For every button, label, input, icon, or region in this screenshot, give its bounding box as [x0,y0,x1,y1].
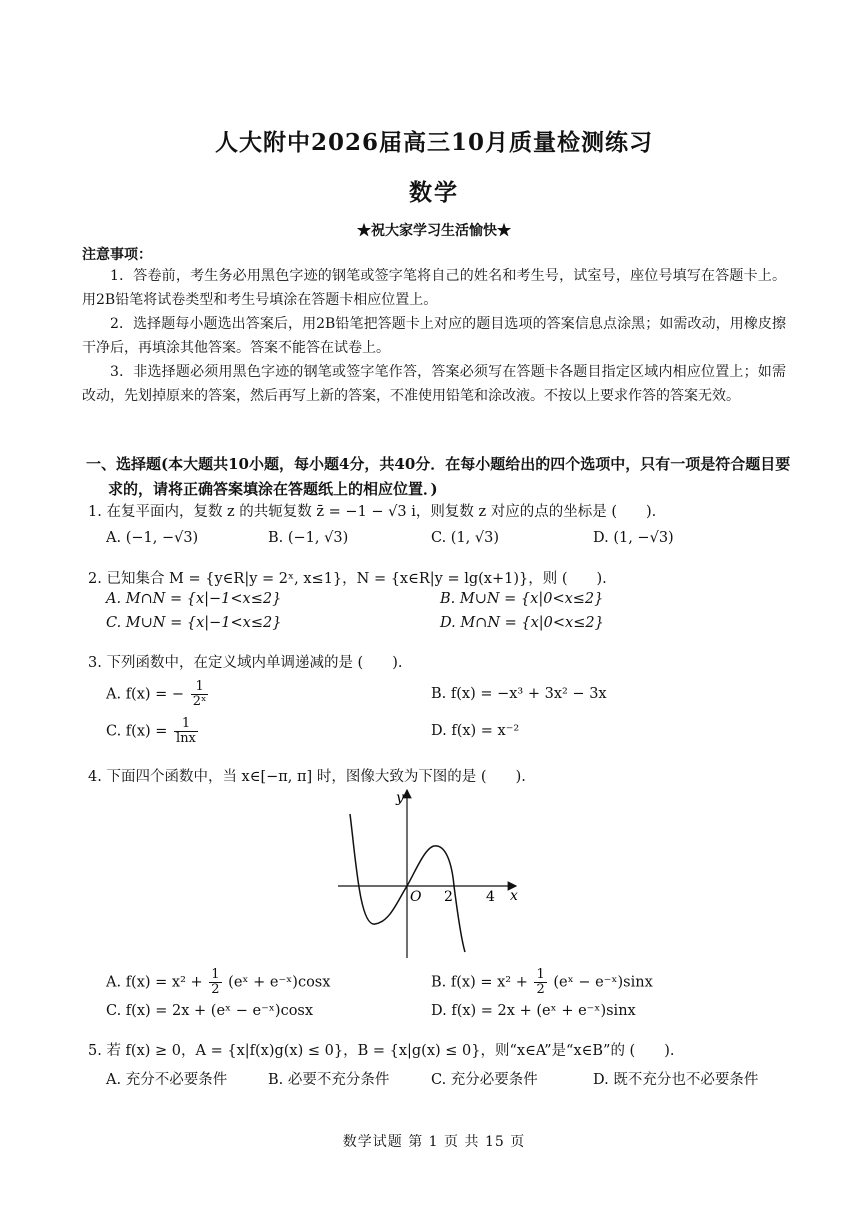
q4-option-b-half-den: 2 [536,982,545,997]
q3-option-a-prefix: A. f(x) = − [106,686,185,703]
y-axis-label: y [396,790,404,806]
q2-option-b: B. M∪N = {x|0<x≤2} [440,591,604,607]
q4-option-b-post: (eˣ − e⁻ˣ)sinx [553,974,653,991]
q1-option-c: C. (1, √3) [431,530,500,546]
q4-option-d: D. f(x) = 2x + (eˣ + e⁻ˣ)sinx [431,1003,636,1019]
notice-item-1: 1．答卷前，考生务必用黑色字迹的钢笔或签字笔将自己的姓名和考生号，试室号，座位号填写在答题卡上。用2B铅笔将试卷类型和考生号填涂在答题卡相应位置上。 [82,268,786,308]
q4-option-a-half-num: 1 [211,967,220,982]
q2-option-c: C. M∪N = {x|−1<x≤2} [106,615,282,631]
q2-option-d: D. M∩N = {x|0<x≤2} [440,615,604,631]
page-footer: 数学试题 第 1 页 共 15 页 [342,1134,526,1150]
q4-option-b-pre: B. f(x) = x² + [431,974,528,991]
q4-option-a-half-den: 2 [211,982,220,997]
q3-option-d: D. f(x) = x⁻² [431,723,520,739]
q4-option-a [106,968,330,997]
page-title: 人大附中2026届高三10月质量检测练习 [214,129,654,156]
q4-option-b-half [534,968,546,997]
q4-option-a-pre: A. f(x) = x² + [106,974,203,991]
q4-option-a-post: (eˣ + e⁻ˣ)cosx [228,974,331,991]
q4-option-a-half [209,968,221,997]
notice-item-3: 3．非选择题必须用黑色字迹的钢笔或签字笔作答，答案必须写在答题卡各题目指定区域内相应位置上；如需改动，先划掉原来的答案，然后再写上新的答案，不准使用铅笔和涂改液。不按以上要求作答的答案无效。 [82,364,786,404]
q3-option-a [106,680,210,709]
q1-option-b: B. (−1, √3) [268,530,349,546]
function-graph [330,782,530,962]
tick-label-2: 2 [444,889,453,905]
q5-stem: 5. 若 f(x) ≥ 0，A = {x|f(x)g(x) ≤ 0}，B = {x|g(x) ≤ 0}，则“x∈A”是“x∈B”的 ( ). [88,1043,675,1059]
q5-option-d: D. 既不充分也不必要条件 [593,1072,759,1088]
section-line-1: 一、选择题(本大题共10小题，每小题4分，共40分．在每小题给出的四个选项中，只有一项是符合题目要 [86,455,791,473]
q3-option-c-fraction [174,717,198,746]
q4-option-b-half-num: 1 [536,967,545,982]
notice-heading: 注意事项： [82,247,152,263]
x-axis-label: x [510,888,518,904]
q1-option-d: D. (1, −√3) [593,530,674,546]
q2-option-a: A. M∩N = {x|−1<x≤2} [106,591,282,607]
q1-stem: 1. 在复平面内，复数 z 的共轭复数 z̄ = −1 − √3 i，则复数 z 对应的点的坐标是 ( ). [88,504,657,520]
q5-option-a: A. 充分不必要条件 [106,1072,228,1088]
motto: ★祝大家学习生活愉快★ [357,223,511,239]
q4-option-b [431,968,653,997]
q3-option-b: B. f(x) = −x³ + 3x² − 3x [431,686,607,702]
q3-option-a-numerator: 1 [191,680,209,695]
q4-stem: 4. 下面四个函数中，当 x∈[−π, π] 时，图像大致为下图的是 ( ). [88,769,526,785]
q2-stem: 2. 已知集合 M = {y∈R|y = 2ˣ, x≤1}，N = {x∈R|y = lg(x+1)}，则 ( ). [88,571,607,587]
q4-option-c: C. f(x) = 2x + (eˣ − e⁻ˣ)cosx [106,1003,314,1019]
notice-item-2: 2．选择题每小题选出答案后，用2B铅笔把答题卡上对应的题目选项的答案信息点涂黑；如需改动，用橡皮擦干净后，再填涂其他答案。答案不能答在试卷上。 [82,316,786,356]
q5-option-c: C. 充分必要条件 [431,1072,538,1088]
section-heading [86,452,792,502]
q5-option-b: B. 必要不充分条件 [268,1072,390,1088]
tick-label-4: 4 [486,889,495,905]
section-line-2: 求的，请将正确答案填涂在答题纸上的相应位置．) [108,480,438,498]
q3-option-c [106,717,200,746]
q3-option-c-prefix: C. f(x) = [106,723,168,740]
origin-label: O [410,889,422,905]
q3-option-c-numerator: 1 [174,717,198,732]
q3-option-c-denominator: lnx [176,731,196,746]
q3-option-a-fraction [191,680,209,709]
subject-title: 数学 [409,179,459,206]
q3-stem: 3. 下列函数中，在定义域内单调递减的是 ( ). [88,655,403,671]
q1-option-a: A. (−1, −√3) [106,530,199,546]
q3-option-a-denominator: 2ˣ [192,694,207,709]
